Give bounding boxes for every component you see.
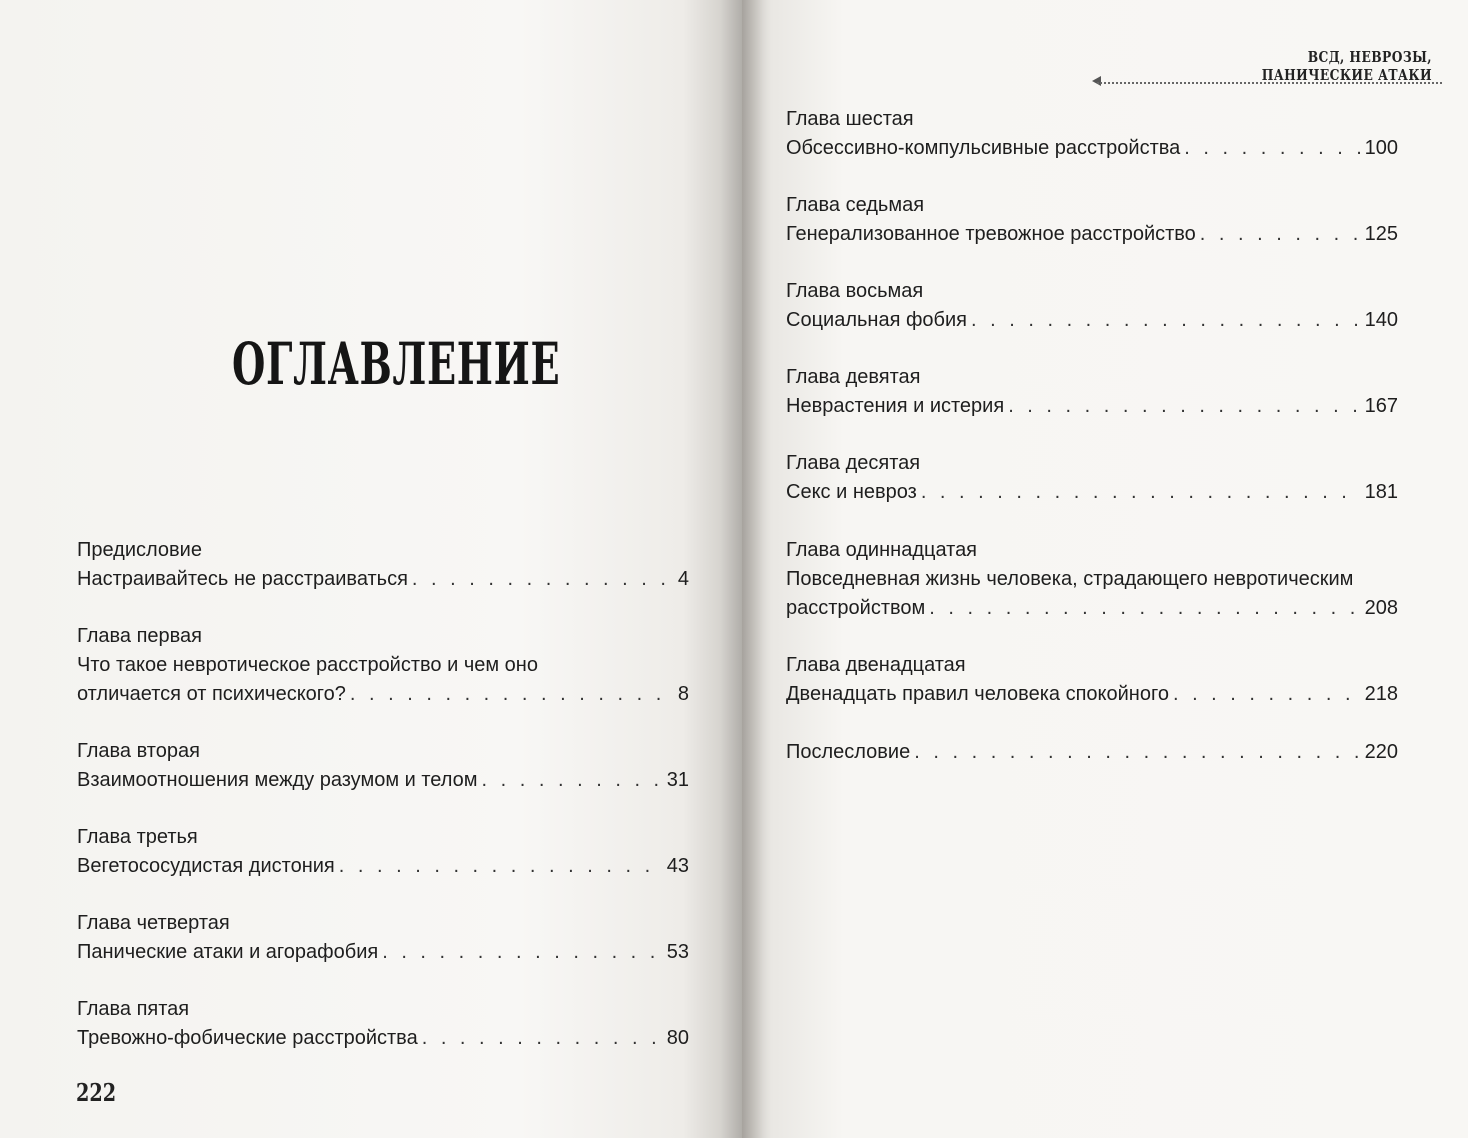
chapter-page: 167 xyxy=(1364,395,1398,417)
chapter-title: Настраивайтесь не расстраиваться xyxy=(77,568,408,590)
chapter-page: 125 xyxy=(1364,223,1398,245)
chapter-page: 31 xyxy=(666,769,689,791)
chapter-title: Неврастения и истерия xyxy=(786,395,1005,417)
leader-dots xyxy=(914,738,1360,767)
chapter-page: 4 xyxy=(677,568,689,590)
toc-entry xyxy=(77,536,689,594)
chapter-page: 208 xyxy=(1364,597,1398,619)
chapter-title: Обсессивно-компульсивные расстройства xyxy=(786,137,1181,159)
toc-entry xyxy=(786,277,1398,335)
chapter-title: Взаимоотношения между разумом и телом xyxy=(77,769,478,791)
leader-dots xyxy=(422,1024,663,1053)
toc-entry xyxy=(77,823,689,881)
chapter-page: 100 xyxy=(1364,137,1398,159)
right-page xyxy=(742,0,1468,1138)
chapter-label: Глава десятая xyxy=(786,452,921,474)
chapter-page: 8 xyxy=(677,683,689,705)
leader-dots xyxy=(971,306,1361,335)
running-head: ВСД, НЕВРОЗЫ, ПАНИЧЕСКИЕ АТАКИ xyxy=(1261,48,1432,84)
chapter-title: Двенадцать правил человека спокойного xyxy=(786,683,1169,705)
leader-dots xyxy=(921,478,1361,507)
chapter-label: Предисловие xyxy=(77,539,202,561)
chapter-page: 220 xyxy=(1364,741,1398,763)
chapter-page: 43 xyxy=(666,855,689,877)
chapter-label: Глава вторая xyxy=(77,740,200,762)
chapter-title: Тревожно-фобические расстройства xyxy=(77,1027,418,1049)
chapter-title: отличается от психического? xyxy=(77,683,346,705)
toc-entry xyxy=(77,995,689,1053)
toc-entry xyxy=(786,738,1398,767)
header-rule xyxy=(1097,82,1442,84)
toc-heading: ОГЛАВЛЕНИЕ xyxy=(232,330,561,398)
chapter-label: Глава восьмая xyxy=(786,280,924,302)
chapter-title: Послесловие xyxy=(786,741,911,763)
chapter-title-line: Повседневная жизнь человека, страдающего невротическим xyxy=(786,568,1354,590)
leader-dots xyxy=(1184,134,1360,163)
chapter-page: 80 xyxy=(666,1027,689,1049)
chapter-title: Социальная фобия xyxy=(786,309,967,331)
toc-entry xyxy=(77,622,689,709)
leader-dots xyxy=(482,766,663,795)
chapter-title-line: Что такое невротическое расстройство и чем оно xyxy=(77,654,538,676)
leader-dots xyxy=(1200,220,1361,249)
chapter-page: 140 xyxy=(1364,309,1398,331)
arrow-icon xyxy=(1092,76,1101,86)
leader-dots xyxy=(1173,680,1361,709)
chapter-label: Глава седьмая xyxy=(786,194,925,216)
toc-entry xyxy=(786,105,1398,163)
leader-dots xyxy=(382,938,663,967)
toc-entry xyxy=(786,363,1398,421)
chapter-title: Генерализованное тревожное расстройство xyxy=(786,223,1196,245)
chapter-label: Глава двенадцатая xyxy=(786,654,966,676)
leader-dots xyxy=(339,852,663,881)
toc-entry xyxy=(786,536,1398,623)
chapter-title: Панические атаки и агорафобия xyxy=(77,941,379,963)
chapter-label: Глава первая xyxy=(77,625,203,647)
toc-entry xyxy=(786,191,1398,249)
toc-entry xyxy=(77,737,689,795)
leader-dots xyxy=(929,594,1360,623)
chapter-title: Секс и невроз xyxy=(786,481,917,503)
chapter-label: Глава четвертая xyxy=(77,912,230,934)
chapter-label: Глава девятая xyxy=(786,366,921,388)
leader-dots xyxy=(350,680,674,709)
chapter-label: Глава шестая xyxy=(786,108,914,130)
toc-entry xyxy=(77,909,689,967)
chapter-title: Вегетососудистая дистония xyxy=(77,855,335,877)
leader-dots xyxy=(1008,392,1360,421)
leader-dots xyxy=(412,565,674,594)
chapter-page: 218 xyxy=(1364,683,1398,705)
toc-entry xyxy=(786,651,1398,709)
toc-entry xyxy=(786,449,1398,507)
page-number: 222 xyxy=(76,1078,117,1107)
chapter-label: Глава одиннадцатая xyxy=(786,539,978,561)
chapter-label: Глава третья xyxy=(77,826,198,848)
chapter-label: Глава пятая xyxy=(77,998,190,1020)
gutter-shadow xyxy=(720,0,764,1138)
chapter-title: расстройством xyxy=(786,597,926,619)
chapter-page: 53 xyxy=(666,941,689,963)
chapter-page: 181 xyxy=(1364,481,1398,503)
